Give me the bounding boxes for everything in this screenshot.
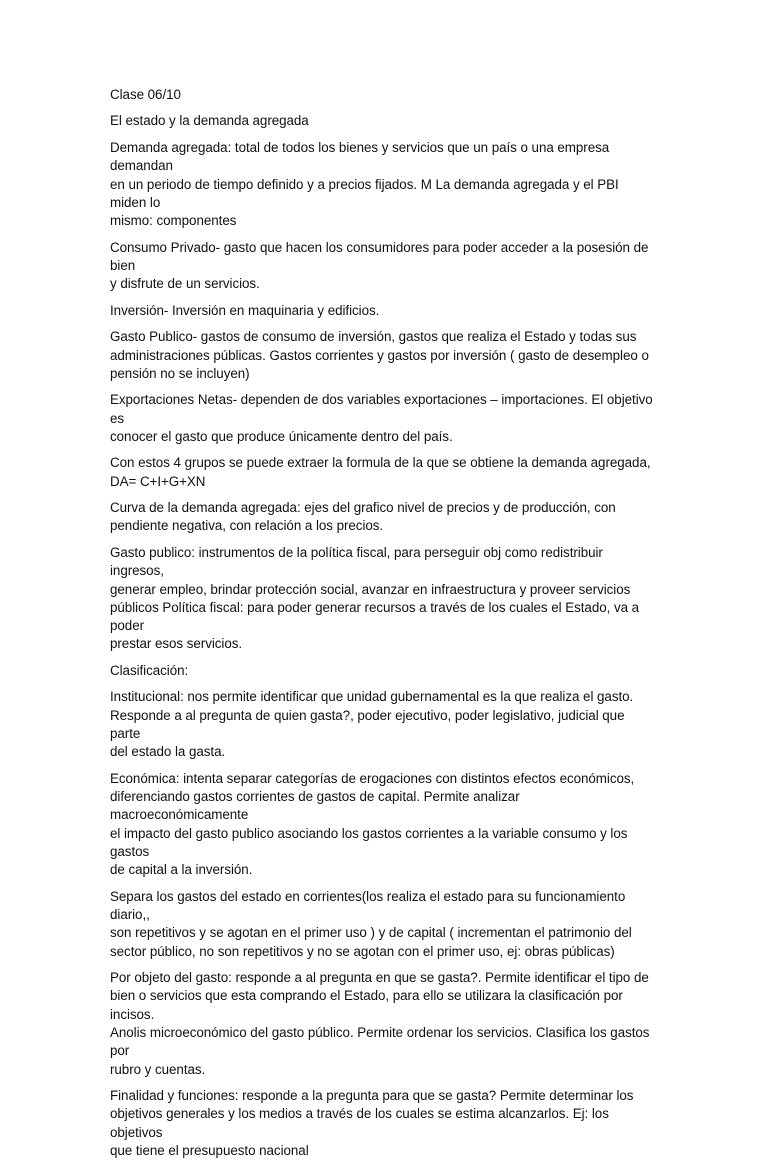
- paragraph-consumo-privado: Consumo Privado- gasto que hacen los consumidores para poder acceder a la posesión de bien y disfrute de un servicios.: [110, 239, 649, 292]
- paragraph-formula: Con estos 4 grupos se puede extraer la formula de la que se obtiene la demanda agregada, DA= C+I+G+XN: [110, 455, 651, 489]
- document-body: [110, 86, 658, 1168]
- paragraph-exportaciones-netas: Exportaciones Netas- dependen de dos variables exportaciones – importaciones. El objetivo es conocer el gasto que produce únicamente dentro del país.: [110, 392, 653, 444]
- paragraph-finalidad-funciones: Finalidad y funciones: responde a la pregunta para que se gasta? Permite determinar los objetivos generales y los medios a través de los cuales se estima alcanzarlos. Ej: los objetivos que tiene el presupuesto nacional: [110, 1088, 634, 1158]
- paragraph-inversion: Inversión- Inversión en maquinaria y edificios.: [110, 302, 380, 318]
- paragraph-economica: Económica: intenta separar categorías de erogaciones con distintos efectos económicos, diferenciando gastos corrientes de gastos de capital. Permite analizar macroeconómicamente el impacto del gasto publico asociando los gastos corrientes a la variable consumo y los gastos de capital a la inversión.: [110, 770, 635, 878]
- topic-heading: El estado y la demanda agregada: [110, 113, 309, 129]
- paragraph-demanda-agregada: Demanda agregada: total de todos los bienes y servicios que un país o una empresa demandan en un periodo de tiempo definido y a precios fijados. M La demanda agregada y el PBI miden lo mismo: componentes: [110, 139, 619, 229]
- paragraph-curva-demanda: Curva de la demanda agregada: ejes del grafico nivel de precios y de producción, con pendiente negativa, con relación a los precios.: [110, 500, 616, 534]
- paragraph-gasto-publico-instrumentos: Gasto publico: instrumentos de la política fiscal, para perseguir obj como redistribuir ingresos, generar empleo, brindar protección social, avanzar en infraestructura y proveer servicios públicos Política fiscal: para poder generar recursos a través de los cuales el Estado, va a poder prestar esos servicios.: [110, 544, 640, 652]
- paragraph-gasto-publico: Gasto Publico- gastos de consumo de inversión, gastos que realiza el Estado y todas sus administraciones públicas. Gastos corrientes y gastos por inversión ( gasto de desempleo o pensión no se incluyen): [110, 329, 649, 381]
- paragraph-clasificacion-heading: Clasificación:: [110, 662, 189, 678]
- paragraph-objeto-del-gasto: Por objeto del gasto: responde a al pregunta en que se gasta?. Permite identificar el tipo de bien o servicios que esta comprando el Estado, para ello se utilizara la clasificación por incisos. Anolis microeconómico del gasto público. Permite ordenar los servicios. Clasifica los gastos por rubro y cuentas.: [110, 970, 650, 1077]
- class-date-heading: Clase 06/10: [110, 87, 181, 102]
- paragraph-corrientes-capital: Separa los gastos del estado en corrientes(los realiza el estado para su funcionamiento diario,, son repetitivos y se agotan en el primer uso ) y de capital ( incrementan el patrimonio del sector público, no son repetitivos y no se agotan con el primer uso, ej: obras públicas): [110, 888, 632, 959]
- paragraph-institucional: Institucional: nos permite identificar que unidad gubernamental es la que realiza el gasto. Responde a al pregunta de quien gasta?, poder ejecutivo, poder legislativo, judicial que parte del estado la gasta.: [110, 689, 634, 760]
